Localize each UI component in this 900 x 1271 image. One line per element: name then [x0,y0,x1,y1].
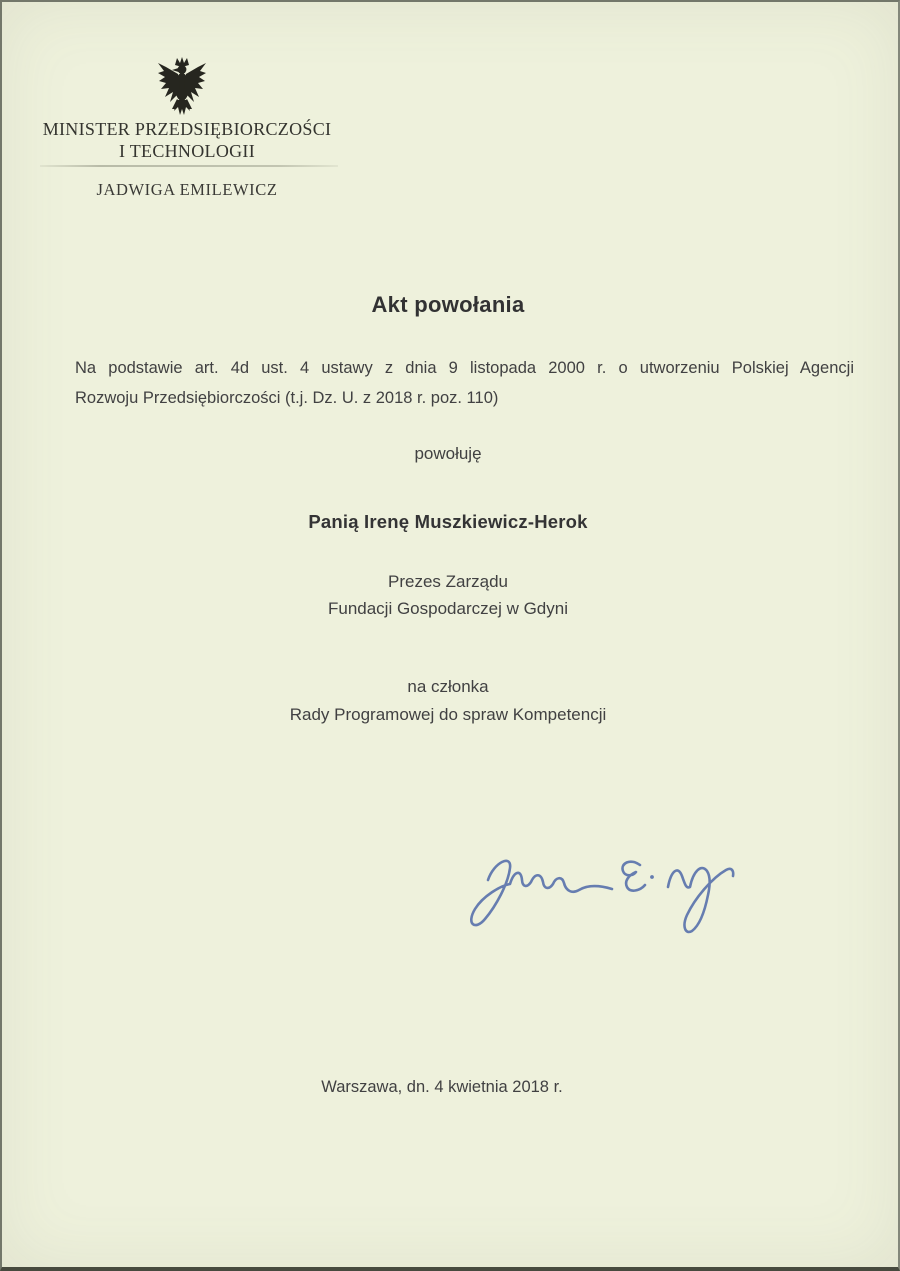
handwritten-signature [464,840,784,948]
ministry-name-line2: I TECHNOLOGII [118,141,256,161]
letterhead-divider [40,165,338,167]
ministry-name-line1: MINISTER PRZEDSIĘBIORCZOŚCI [42,119,332,139]
place-and-date: Warszawa, dn. 4 kwietnia 2018 r. [321,1078,563,1096]
appointment-to-line1: na członka [407,677,489,696]
appointee-role-line1: Prezes Zarządu [388,572,508,591]
legal-basis-line1: Na podstawie art. 4d ust. 4 ustawy z dnia 9 listopada 2000 r. o utworzeniu Polskiej Agencji [75,359,854,377]
legal-basis-line2: Rozwoju Przedsiębiorczości (t.j. Dz. U. z 2018 r. poz. 110) [75,389,499,407]
ministry-letterhead [37,118,337,162]
legal-basis-paragraph [75,353,854,413]
appointee-role-line2: Fundacji Gospodarczej w Gdyni [327,599,568,618]
appointment-to-line2: Rady Programowej do spraw Kompetencji [289,705,607,724]
appointee-name: Panią Irenę Muszkiewicz-Herok [308,511,588,532]
polish-eagle-emblem-icon [156,57,208,121]
minister-name: JADWIGA EMILEWICZ [96,180,278,199]
document-title: Akt powołania [371,292,525,317]
performative-verb: powołuję [414,444,482,463]
